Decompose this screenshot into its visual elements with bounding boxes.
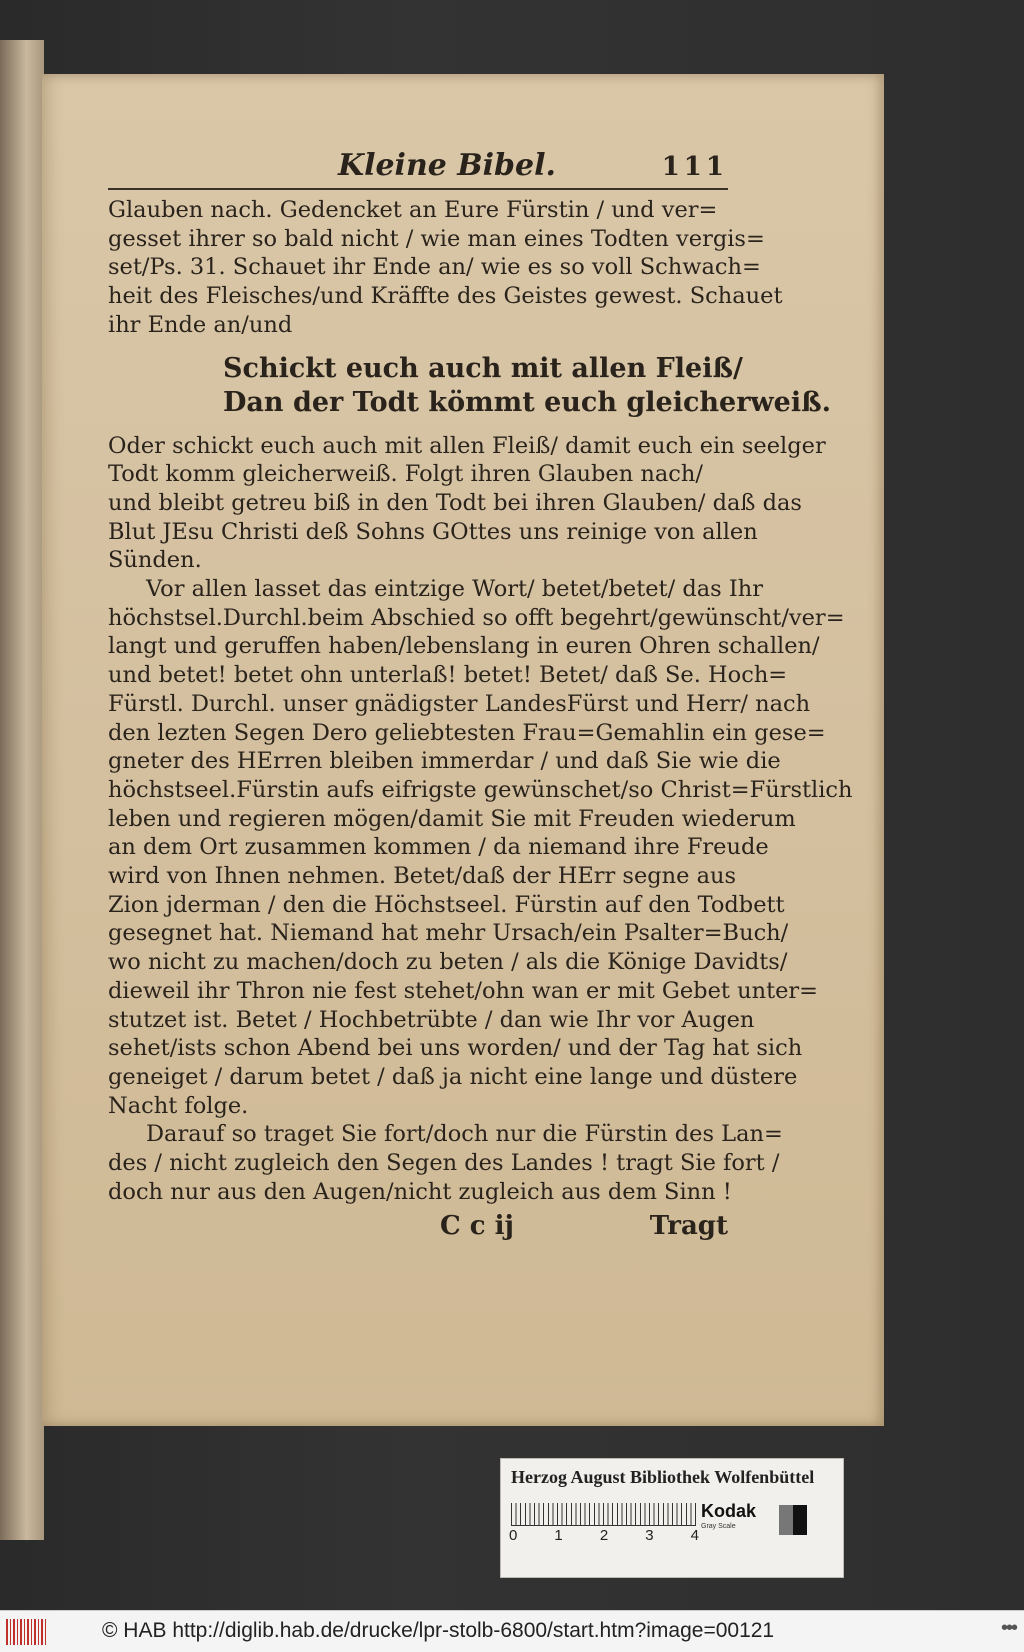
- page-text-area: [108, 148, 853, 1247]
- text-line: Fürstl. Durchl. unser gnädigster LandesFürst und Herr/ nach: [108, 690, 811, 717]
- paragraph-3: [108, 1120, 783, 1206]
- text-line: Glauben nach. Gedencket an Eure Fürstin / und ver=: [108, 197, 718, 223]
- library-name: Herzog August Bibliothek Wolfenbüttel: [511, 1467, 815, 1487]
- text-line: Dan der Todt kömmt euch gleicherweiß.: [223, 386, 832, 418]
- text-line: leben und regieren mögen/damit Sie mit Freuden wiederum: [108, 805, 796, 832]
- catchword: Tragt: [649, 1210, 728, 1241]
- kodak-logo: Kodak: [701, 1501, 757, 1521]
- text-line: den lezten Segen Dero geliebtesten Frau=Gemahlin ein gese=: [108, 719, 826, 746]
- body-text: [108, 196, 853, 1207]
- verse-block: [223, 352, 832, 420]
- ruler-number: 0: [509, 1527, 518, 1544]
- ruler-number: 1: [554, 1527, 563, 1544]
- ruler-number: 3: [645, 1527, 654, 1544]
- gray-scale-label: Gray Scale: [701, 1523, 736, 1530]
- page-footer: [108, 1211, 728, 1247]
- black-swatch: [793, 1505, 807, 1535]
- text-line: Oder schickt euch auch mit allen Fleiß/ damit euch ein seelger: [108, 432, 826, 459]
- text-line: ihr Ende an/und: [108, 311, 293, 338]
- text-line: wo nicht zu machen/doch zu beten / als die Könige Davidts/: [108, 949, 788, 976]
- text-line: Nacht folge.: [108, 1092, 249, 1119]
- more-options-icon[interactable]: •••: [1000, 1617, 1016, 1639]
- text-line: gesegnet hat. Niemand hat mehr Ursach/ein Psalter=Buch/: [108, 920, 789, 947]
- gray-swatch: [779, 1505, 793, 1535]
- text-line: Zion jderman / den die Höchstseel. Fürstin auf den Todbett: [108, 891, 785, 918]
- text-line: Sünden.: [108, 547, 202, 574]
- text-line: set/Ps. 31. Schauet ihr Ende an/ wie es so voll Schwach=: [108, 254, 761, 281]
- text-line: Blut JEsu Christi deß Sohns GOttes uns reinige von allen: [108, 518, 758, 545]
- paragraph-1-continued: [108, 432, 826, 576]
- text-line: wird von Ihnen nehmen. Betet/daß der HErr segne aus: [108, 863, 737, 890]
- text-line: langt und geruffen haben/lebenslang in euren Ohren schallen/: [108, 633, 820, 660]
- viewer-footer-bar: [0, 1610, 1024, 1652]
- copyright-link[interactable]: © HAB http://diglib.hab.de/drucke/lpr-stolb-6800/start.htm?image=00121: [102, 1619, 775, 1642]
- scale-ruler: [511, 1503, 696, 1526]
- running-header: [108, 148, 728, 190]
- paragraph-1: [108, 196, 783, 340]
- text-line: Todt komm gleicherweiß. Folgt ihren Glauben nach/: [108, 461, 703, 488]
- text-line: und betet! betet ohn unterlaß! betet! Betet/ daß Se. Hoch=: [108, 662, 788, 689]
- page-number: 111: [661, 152, 728, 182]
- library-label-card: [500, 1458, 844, 1578]
- text-line: und bleibt getreu biß in den Todt bei ihren Glauben/ daß das: [108, 489, 802, 516]
- ruler-numbers: [509, 1527, 699, 1544]
- text-line: doch nur aus den Augen/nicht zugleich aus dem Sinn !: [108, 1178, 732, 1205]
- paragraph-2: [108, 575, 853, 1120]
- text-line: Vor allen lasset das eintzige Wort/ betet/betet/ das Ihr: [146, 576, 763, 603]
- ruler-number: 2: [599, 1527, 609, 1544]
- text-line: an dem Ort zusammen kommen / da niemand ihre Freude: [108, 834, 769, 861]
- text-line: gesset ihrer so bald nicht / wie man eines Todten vergis=: [108, 225, 765, 252]
- header-title: Kleine Bibel.: [338, 148, 556, 183]
- text-line: höchstseel.Fürstin aufs eifrigste gewünschet/so Christ=Fürstlich: [108, 776, 853, 803]
- text-line: des / nicht zugleich den Segen des Landes ! tragt Sie fort /: [108, 1150, 780, 1177]
- barcode-icon[interactable]: [6, 1619, 46, 1645]
- text-line: Darauf so traget Sie fort/doch nur die Fürstin des Lan=: [146, 1121, 783, 1148]
- text-line: gneter des HErren bleiben immerdar / und daß Sie wie die: [108, 748, 781, 775]
- ruler-number: 4: [690, 1527, 699, 1544]
- text-line: Schickt euch auch mit allen Fleiß/: [223, 352, 743, 384]
- text-line: sehet/ists schon Abend bei uns worden/ und der Tag hat sich: [108, 1035, 803, 1062]
- text-line: heit des Fleisches/und Kräffte des Geistes gewest. Schauet: [108, 283, 783, 310]
- text-line: stutzet ist. Betet / Hochbetrübte / dan wie Ihr vor Augen: [108, 1006, 755, 1033]
- left-page-edge: [0, 40, 44, 1540]
- text-line: geneiget / darum betet / daß ja nicht eine lange und düstere: [108, 1063, 798, 1090]
- signature-mark: C c ij: [440, 1210, 514, 1241]
- text-line: höchstsel.Durchl.beim Abschied so offt begehrt/gewünscht/ver=: [108, 604, 845, 631]
- text-line: dieweil ihr Thron nie fest stehet/ohn wan er mit Gebet unter=: [108, 977, 819, 1004]
